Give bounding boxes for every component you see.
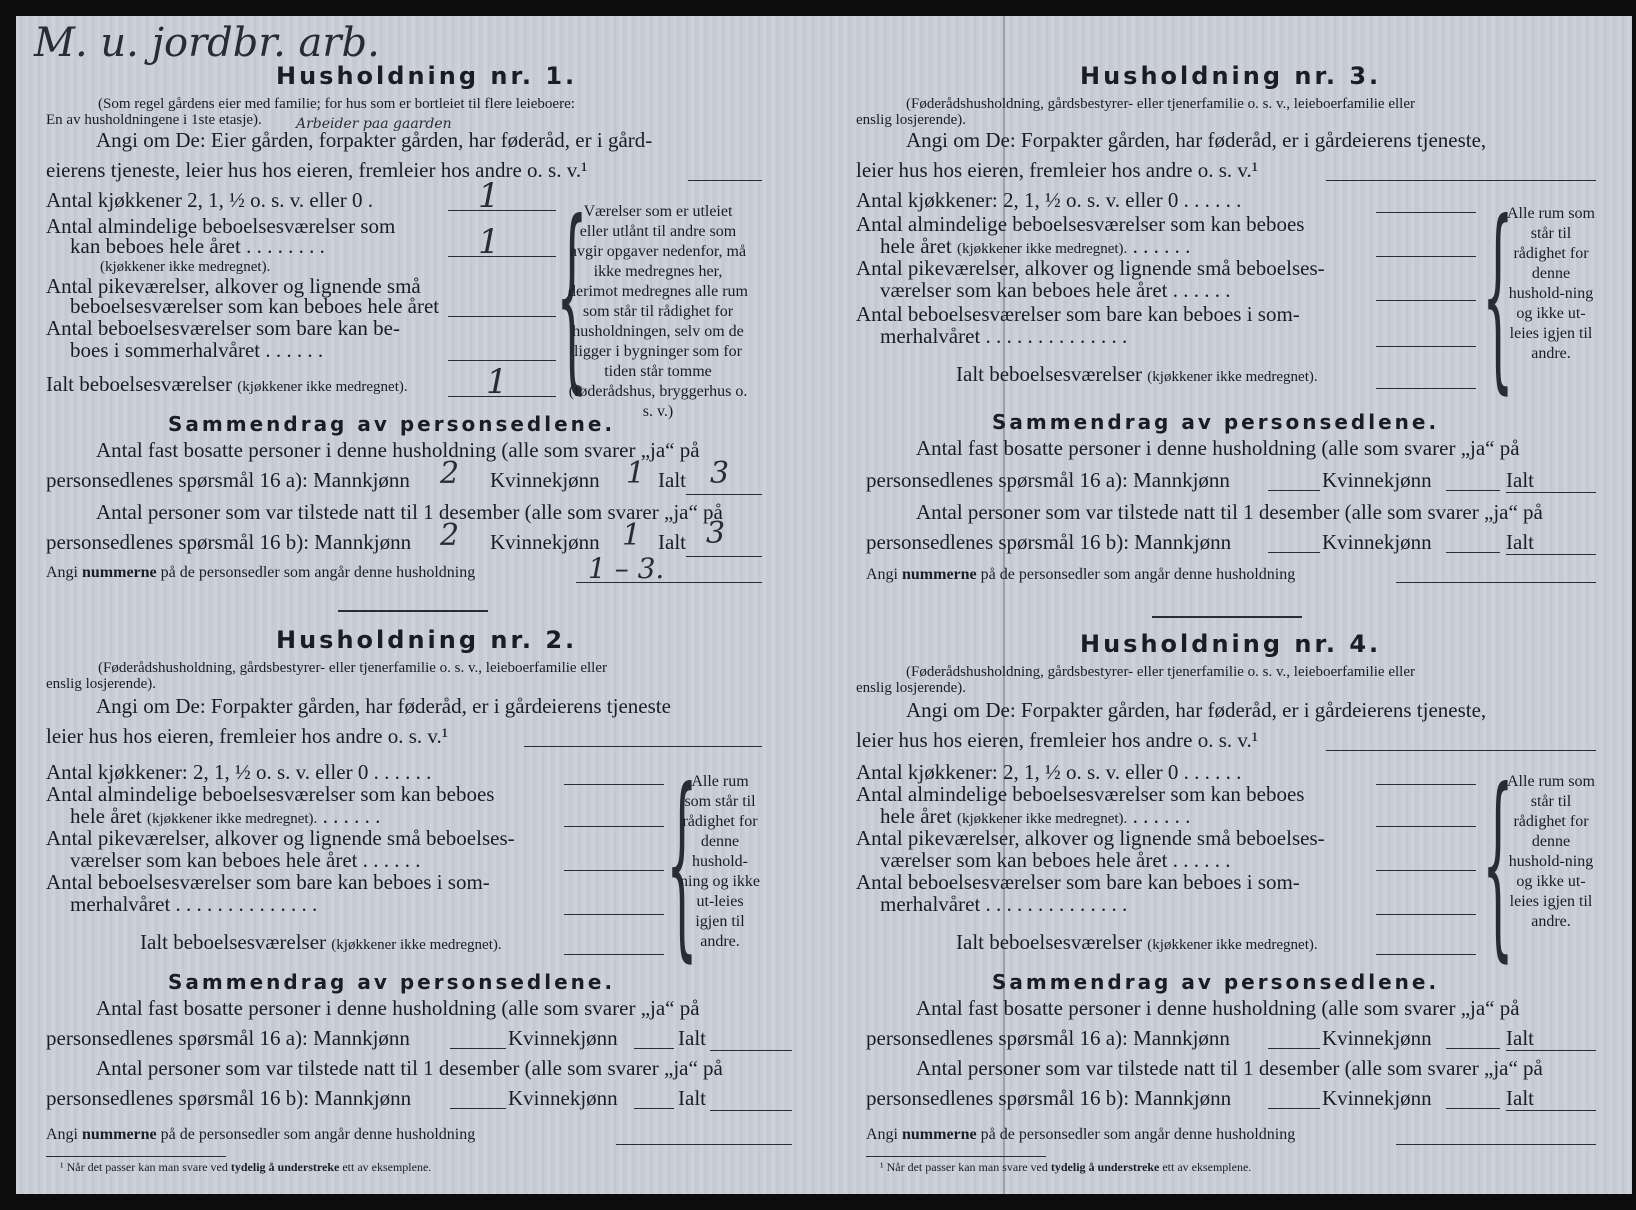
h1-angi-numbers [46,564,475,582]
h1-pike-line1: Antal pikeværelser, alkover og lignende små [46,274,421,298]
h2-footnote-post: ett av eksemplene. [342,1160,432,1174]
h2-fast-total-line[interactable] [710,1050,792,1051]
h3-pike-line2: værelser som kan beboes hele året . . . . . . [880,278,1231,302]
divider-3-4 [1152,616,1302,618]
h2-pike-line1: Antal pikeværelser, alkover og lignende små beboelses- [46,826,515,850]
h2-kitchen-answer-line[interactable] [564,784,664,785]
h1-kitchen-answer-line[interactable] [448,210,556,211]
h3-total-note: (kjøkkener ikke medregnet). [1147,369,1318,385]
h3-summer-line1: Antal beboelsesværelser som bare kan beboes i som- [856,302,1300,326]
h4-total-label [956,930,1318,955]
h3-note-line2: enslig losjerende). [856,112,966,128]
h2-angi-answer-line[interactable] [524,746,762,747]
h1-summary-title: Sammendrag av personsedlene. [168,412,616,436]
h1-angi-num-post: på de personsedler som angår denne husholdning [160,564,476,581]
h4-fast-line1: Antal fast bosatte personer i denne husholdning (alle som svarer „ja“ på [916,996,1520,1020]
h3-fast-label-k: Kvinnekjønn [1322,468,1432,492]
h1-pike-line2: beboelsesværelser som kan beboes hele året [70,294,440,318]
h1-fast-total: 3 [710,456,730,491]
h4-til-female-line[interactable] [1446,1108,1500,1109]
h3-rooms-answer-line[interactable] [1376,256,1476,257]
h3-til-label-m: personsedlenes spørsmål 16 b): Mannkjønn [866,530,1232,554]
h4-angi-num-bold: nummerne [902,1126,977,1143]
h3-angi-num-pre: Angi [866,566,898,583]
h4-kitchen-answer-line[interactable] [1376,784,1476,785]
h3-til-male-line[interactable] [1268,552,1320,553]
h1-kitchen-label: Antal kjøkkener 2, 1, ½ o. s. v. eller 0 . [46,188,373,212]
h2-pike-answer-line[interactable] [564,870,664,871]
h4-fast-total-line[interactable] [1506,1050,1596,1051]
h1-side-note: Værelser som er utleiet eller utlånt til andre som avgir opgaver nedenfor, må ikke medregnes her, derimot medregnes alle rum som står til rådighet for husholdningen, selv om de ligger i bygninger som for tiden står tomme (føderådshus, bryggerhus o. s. v.) [568,203,748,420]
h4-angi-numbers [866,1126,1295,1144]
h4-fast-male-line[interactable] [1268,1048,1320,1049]
h4-summer-answer-line[interactable] [1376,914,1476,915]
h4-pike-line1: Antal pikeværelser, alkover og lignende små beboelses- [856,826,1325,850]
h3-total-label-text: Ialt beboelsesværelser [956,362,1143,386]
h4-angi-numbers-line[interactable] [1396,1144,1596,1145]
h2-footnote-bold: tydelig å understreke [230,1160,340,1174]
h2-til-label-i: Ialt [678,1086,706,1110]
h2-rooms-line2-text: hele året [70,804,142,828]
h1-rooms-line1: Antal almindelige beboelsesværelser som [46,214,396,238]
h1-summer-line1: Antal beboelsesværelser som bare kan be- [46,316,400,340]
h3-til-label-k: Kvinnekjønn [1322,530,1432,554]
h1-rooms-answer-line[interactable] [448,256,556,257]
h3-kitchen-label: Antal kjøkkener: 2, 1, ½ o. s. v. eller 0 . . . . . . [856,188,1242,212]
h1-til-label-m: personsedlenes spørsmål 16 b): Mannkjønn [46,530,412,554]
h2-angi-num-pre: Angi [46,1126,78,1143]
h3-angi-numbers [866,566,1295,584]
h4-rooms-line2-note: (kjøkkener ikke medregnet). [956,811,1128,827]
h2-angi-numbers-line[interactable] [616,1144,792,1145]
h1-til-female: 1 [622,518,642,553]
h2-fast-female-line[interactable] [634,1048,674,1049]
h1-til-male: 2 [440,518,460,553]
h2-til-male-line[interactable] [450,1108,506,1109]
h3-rooms-line2-text: hele året [880,234,952,258]
h1-angi-numbers-line[interactable] [576,582,762,583]
handwritten-header-note: M. u. jordbr. arb. [34,20,380,66]
h1-fast-label-k: Kvinnekjønn [490,468,600,492]
h1-til-line1: Antal personer som var tilstede natt til 1 desember (alle som svarer „ja“ på [96,500,723,524]
h2-rooms-line2-note: (kjøkkener ikke medregnet). [146,811,318,827]
h4-fast-label-k: Kvinnekjønn [1322,1026,1432,1050]
h4-footnote-pre: ¹ Når det passer kan man svare ved [880,1160,1048,1174]
h4-til-total-line[interactable] [1506,1110,1596,1111]
h1-til-label-k: Kvinnekjønn [490,530,600,554]
h2-summary-title: Sammendrag av personsedlene. [168,970,616,994]
h4-kitchen-label: Antal kjøkkener: 2, 1, ½ o. s. v. eller 0 . . . . . . [856,760,1242,784]
h2-side-note: Alle rum som står til rådighet for denne hushold-ning og ikke ut-leies igjen til andre. [680,773,760,950]
h3-fast-male-line[interactable] [1268,490,1320,491]
h1-angi-answer-line[interactable] [688,180,762,181]
h4-angi-num-post: på de personsedler som angår denne husholdning [980,1126,1296,1143]
h1-fast-label-m: personsedlenes spørsmål 16 a): Mannkjønn [46,468,410,492]
h1-total-note: (kjøkkener ikke medregnet). [237,379,408,395]
h4-footnote-bold: tydelig å understreke [1050,1160,1160,1174]
h2-til-line1: Antal personer som var tilstede natt til 1 desember (alle som svarer „ja“ på [96,1056,723,1080]
h2-footnote-rule [46,1156,226,1157]
h3-fast-label-i: Ialt [1506,468,1534,492]
h1-title: Husholdning nr. 1. [276,62,578,90]
h4-angi-line2: leier hus hos eieren, fremleier hos andre o. s. v.¹ [856,728,1259,752]
h2-fast-label-k: Kvinnekjønn [508,1026,618,1050]
h4-fast-female-line[interactable] [1446,1048,1500,1049]
h1-fast-female: 1 [626,456,646,491]
h1-rooms-value: 1 [478,222,500,262]
h1-til-total: 3 [706,516,726,551]
h2-footnote [60,1160,431,1175]
h3-summer-answer-line[interactable] [1376,346,1476,347]
h3-fast-female-line[interactable] [1446,490,1500,491]
h3-angi-numbers-line[interactable] [1396,582,1596,583]
h3-total-label [956,362,1318,387]
h3-pike-line1: Antal pikeværelser, alkover og lignende små beboelses- [856,256,1325,280]
h2-pike-line2: værelser som kan beboes hele året . . . . . . [70,848,421,872]
h1-summer-line2: boes i sommerhalvåret . . . . . . [70,338,324,362]
h1-pike-answer-line[interactable] [448,316,556,317]
h3-rooms-line2-note: (kjøkkener ikke medregnet). [956,241,1128,257]
h2-fast-label-m: personsedlenes spørsmål 16 a): Mannkjønn [46,1026,410,1050]
h2-til-label-k: Kvinnekjønn [508,1086,618,1110]
h1-angi-num-pre: Angi [46,564,78,581]
h2-angi-numbers [46,1126,475,1144]
h3-angi-answer-line[interactable] [1326,180,1596,181]
h4-summary-title: Sammendrag av personsedlene. [992,970,1440,994]
h4-til-label-i: Ialt [1506,1086,1534,1110]
h2-note-line1: (Føderådshusholdning, gårdsbestyrer- eller tjenerfamilie o. s. v., leieboerfamilie eller [98,660,607,676]
h4-angi-line1: Angi om De: Forpakter gården, har føderåd, er i gårdeierens tjeneste, [906,698,1487,722]
h2-rooms-answer-line[interactable] [564,826,664,827]
h4-fast-label-m: personsedlenes spørsmål 16 a): Mannkjønn [866,1026,1230,1050]
h3-til-label-i: Ialt [1506,530,1534,554]
h3-summary-title: Sammendrag av personsedlene. [992,410,1440,434]
h4-summer-line2: merhalvåret . . . . . . . . . . . . . . [880,892,1128,916]
h3-til-female-line[interactable] [1446,552,1500,553]
h2-til-female-line[interactable] [634,1108,674,1109]
h4-til-label-k: Kvinnekjønn [1322,1086,1432,1110]
h4-footnote-post: ett av eksemplene. [1162,1160,1252,1174]
h3-til-total-line[interactable] [1506,554,1596,555]
h2-angi-line1: Angi om De: Forpakter gården, har føderåd, er i gårdeierens tjeneste [96,694,671,718]
h3-title: Husholdning nr. 3. [1080,62,1382,90]
h2-fast-male-line[interactable] [450,1048,506,1049]
h1-summer-answer-line[interactable] [448,360,556,361]
h3-side-note: Alle rum som står til rådighet for denne hushold-ning og ikke ut-leies igjen til andre. [1507,205,1595,362]
h2-note-line2: enslig losjerende). [46,676,156,692]
h2-summer-answer-line[interactable] [564,914,664,915]
h1-angi-line2: eierens tjeneste, leier hus hos eieren, fremleier hos andre o. s. v.¹ [46,158,588,182]
h2-footnote-pre: ¹ Når det passer kan man svare ved [60,1160,228,1174]
h2-total-label-text: Ialt beboelsesværelser [140,930,327,954]
h3-fast-total-line[interactable] [1506,492,1596,493]
h3-til-line1: Antal personer som var tilstede natt til 1 desember (alle som svarer „ja“ på [916,500,1543,524]
h1-fast-line2 [46,468,410,493]
h1-note-line2: En av husholdningene i 1ste etasje). [46,112,262,128]
h1-kitchen-value: 1 [478,176,500,216]
h3-angi-line1: Angi om De: Forpakter gården, har føderåd, er i gårdeierens tjeneste, [906,128,1487,152]
h4-til-male-line[interactable] [1268,1108,1320,1109]
census-form-sheet [16,16,1632,1194]
h2-angi-num-bold: nummerne [82,1126,157,1143]
h1-note-line1: (Som regel gårdens eier med familie; for hus som er bortleiet til flere leieboere: [98,96,575,112]
h1-rooms-note: (kjøkkener ikke medregnet). [100,259,271,275]
h2-angi-line2: leier hus hos eieren, fremleier hos andre o. s. v.¹ [46,724,449,748]
h2-angi-num-post: på de personsedler som angår denne husholdning [160,1126,476,1143]
h3-total-answer-line[interactable] [1376,388,1476,389]
h1-total-label-text: Ialt beboelsesværelser [46,372,233,396]
h1-total-value: 1 [486,362,508,402]
h1-angi-handwritten: Arbeider paa gaarden [296,116,452,132]
h2-summer-line2: merhalvåret . . . . . . . . . . . . . . [70,892,318,916]
h1-angi-numbers-value: 1 – 3. [588,552,665,585]
h4-fast-label-i: Ialt [1506,1026,1534,1050]
h4-total-label-text: Ialt beboelsesværelser [956,930,1143,954]
h3-kitchen-answer-line[interactable] [1376,212,1476,213]
h3-brace: { [1482,179,1514,412]
h1-total-label [46,372,408,397]
h2-total-answer-line[interactable] [564,954,664,955]
h1-fast-label-i: Ialt [658,468,686,492]
h1-brace: { [556,179,588,412]
h4-rooms-line2-text: hele året [880,804,952,828]
h4-summer-line1: Antal beboelsesværelser som bare kan beboes i som- [856,870,1300,894]
h2-rooms-line1: Antal almindelige beboelsesværelser som kan beboes [46,782,495,806]
h3-summer-line2: merhalvåret . . . . . . . . . . . . . . [880,324,1128,348]
h1-fast-line1: Antal fast bosatte personer i denne husholdning (alle som svarer „ja“ på [96,438,700,462]
h1-rooms-line2: kan beboes hele året . . . . . . . . [70,234,325,258]
h1-til-total-line[interactable] [686,556,762,557]
h1-fast-male: 2 [440,456,460,491]
h4-brace: { [1482,747,1514,980]
h3-pike-answer-line[interactable] [1376,300,1476,301]
h4-note-line1: (Føderådshusholdning, gårdsbestyrer- eller tjenerfamilie o. s. v., leieboerfamilie eller [906,664,1415,680]
h4-total-note: (kjøkkener ikke medregnet). [1147,937,1318,953]
h3-angi-line2: leier hus hos eieren, fremleier hos andre o. s. v.¹ [856,158,1259,182]
h3-rooms-line2: hele året (kjøkkener ikke medregnet). . . . . . . [880,234,1191,258]
h4-til-line1: Antal personer som var tilstede natt til 1 desember (alle som svarer „ja“ på [916,1056,1543,1080]
h2-til-label-m: personsedlenes spørsmål 16 b): Mannkjønn [46,1086,412,1110]
h4-side-note: Alle rum som står til rådighet for denne hushold-ning og ikke ut-leies igjen til andre. [1507,773,1595,930]
h4-angi-answer-line[interactable] [1326,750,1596,751]
h2-brace: { [666,747,698,980]
h4-footnote-rule [866,1156,1046,1157]
h2-title: Husholdning nr. 2. [276,626,578,654]
h1-fast-total-line[interactable] [686,494,762,495]
h1-angi-num-bold: nummerne [82,564,157,581]
h4-total-answer-line[interactable] [1376,954,1476,955]
h4-rooms-answer-line[interactable] [1376,826,1476,827]
h3-angi-num-bold: nummerne [902,566,977,583]
h2-total-label [140,930,502,955]
h4-pike-answer-line[interactable] [1376,870,1476,871]
h3-note-line1: (Føderådshusholdning, gårdsbestyrer- eller tjenerfamilie o. s. v., leieboerfamilie eller [906,96,1415,112]
h4-pike-line2: værelser som kan beboes hele året . . . . . . [880,848,1231,872]
h1-til-label-i: Ialt [658,530,686,554]
h4-note-line2: enslig losjerende). [856,680,966,696]
h2-til-total-line[interactable] [710,1110,792,1111]
h3-rooms-line1: Antal almindelige beboelsesværelser som kan beboes [856,212,1305,236]
h4-title: Husholdning nr. 4. [1080,630,1382,658]
h4-rooms-line2: hele året (kjøkkener ikke medregnet). . . . . . . [880,804,1191,828]
h4-til-label-m: personsedlenes spørsmål 16 b): Mannkjønn [866,1086,1232,1110]
h3-fast-label-m: personsedlenes spørsmål 16 a): Mannkjønn [866,468,1230,492]
h3-fast-line1: Antal fast bosatte personer i denne husholdning (alle som svarer „ja“ på [916,436,1520,460]
h2-summer-line1: Antal beboelsesværelser som bare kan beboes i som- [46,870,490,894]
h2-fast-line1: Antal fast bosatte personer i denne husholdning (alle som svarer „ja“ på [96,996,700,1020]
h2-rooms-line2: hele året (kjøkkener ikke medregnet). . . . . . . [70,804,381,828]
divider-1-2 [338,610,488,612]
h1-angi-line1: Angi om De: Eier gården, forpakter gården, har føderåd, er i gård- [96,128,653,152]
h2-total-note: (kjøkkener ikke medregnet). [331,937,502,953]
left-page [16,16,1003,1194]
h3-angi-num-post: på de personsedler som angår denne husholdning [980,566,1296,583]
h2-fast-label-i: Ialt [678,1026,706,1050]
h4-rooms-line1: Antal almindelige beboelsesværelser som kan beboes [856,782,1305,806]
h4-angi-num-pre: Angi [866,1126,898,1143]
h4-footnote [880,1160,1251,1175]
h2-kitchen-label: Antal kjøkkener: 2, 1, ½ o. s. v. eller 0 . . . . . . [46,760,432,784]
